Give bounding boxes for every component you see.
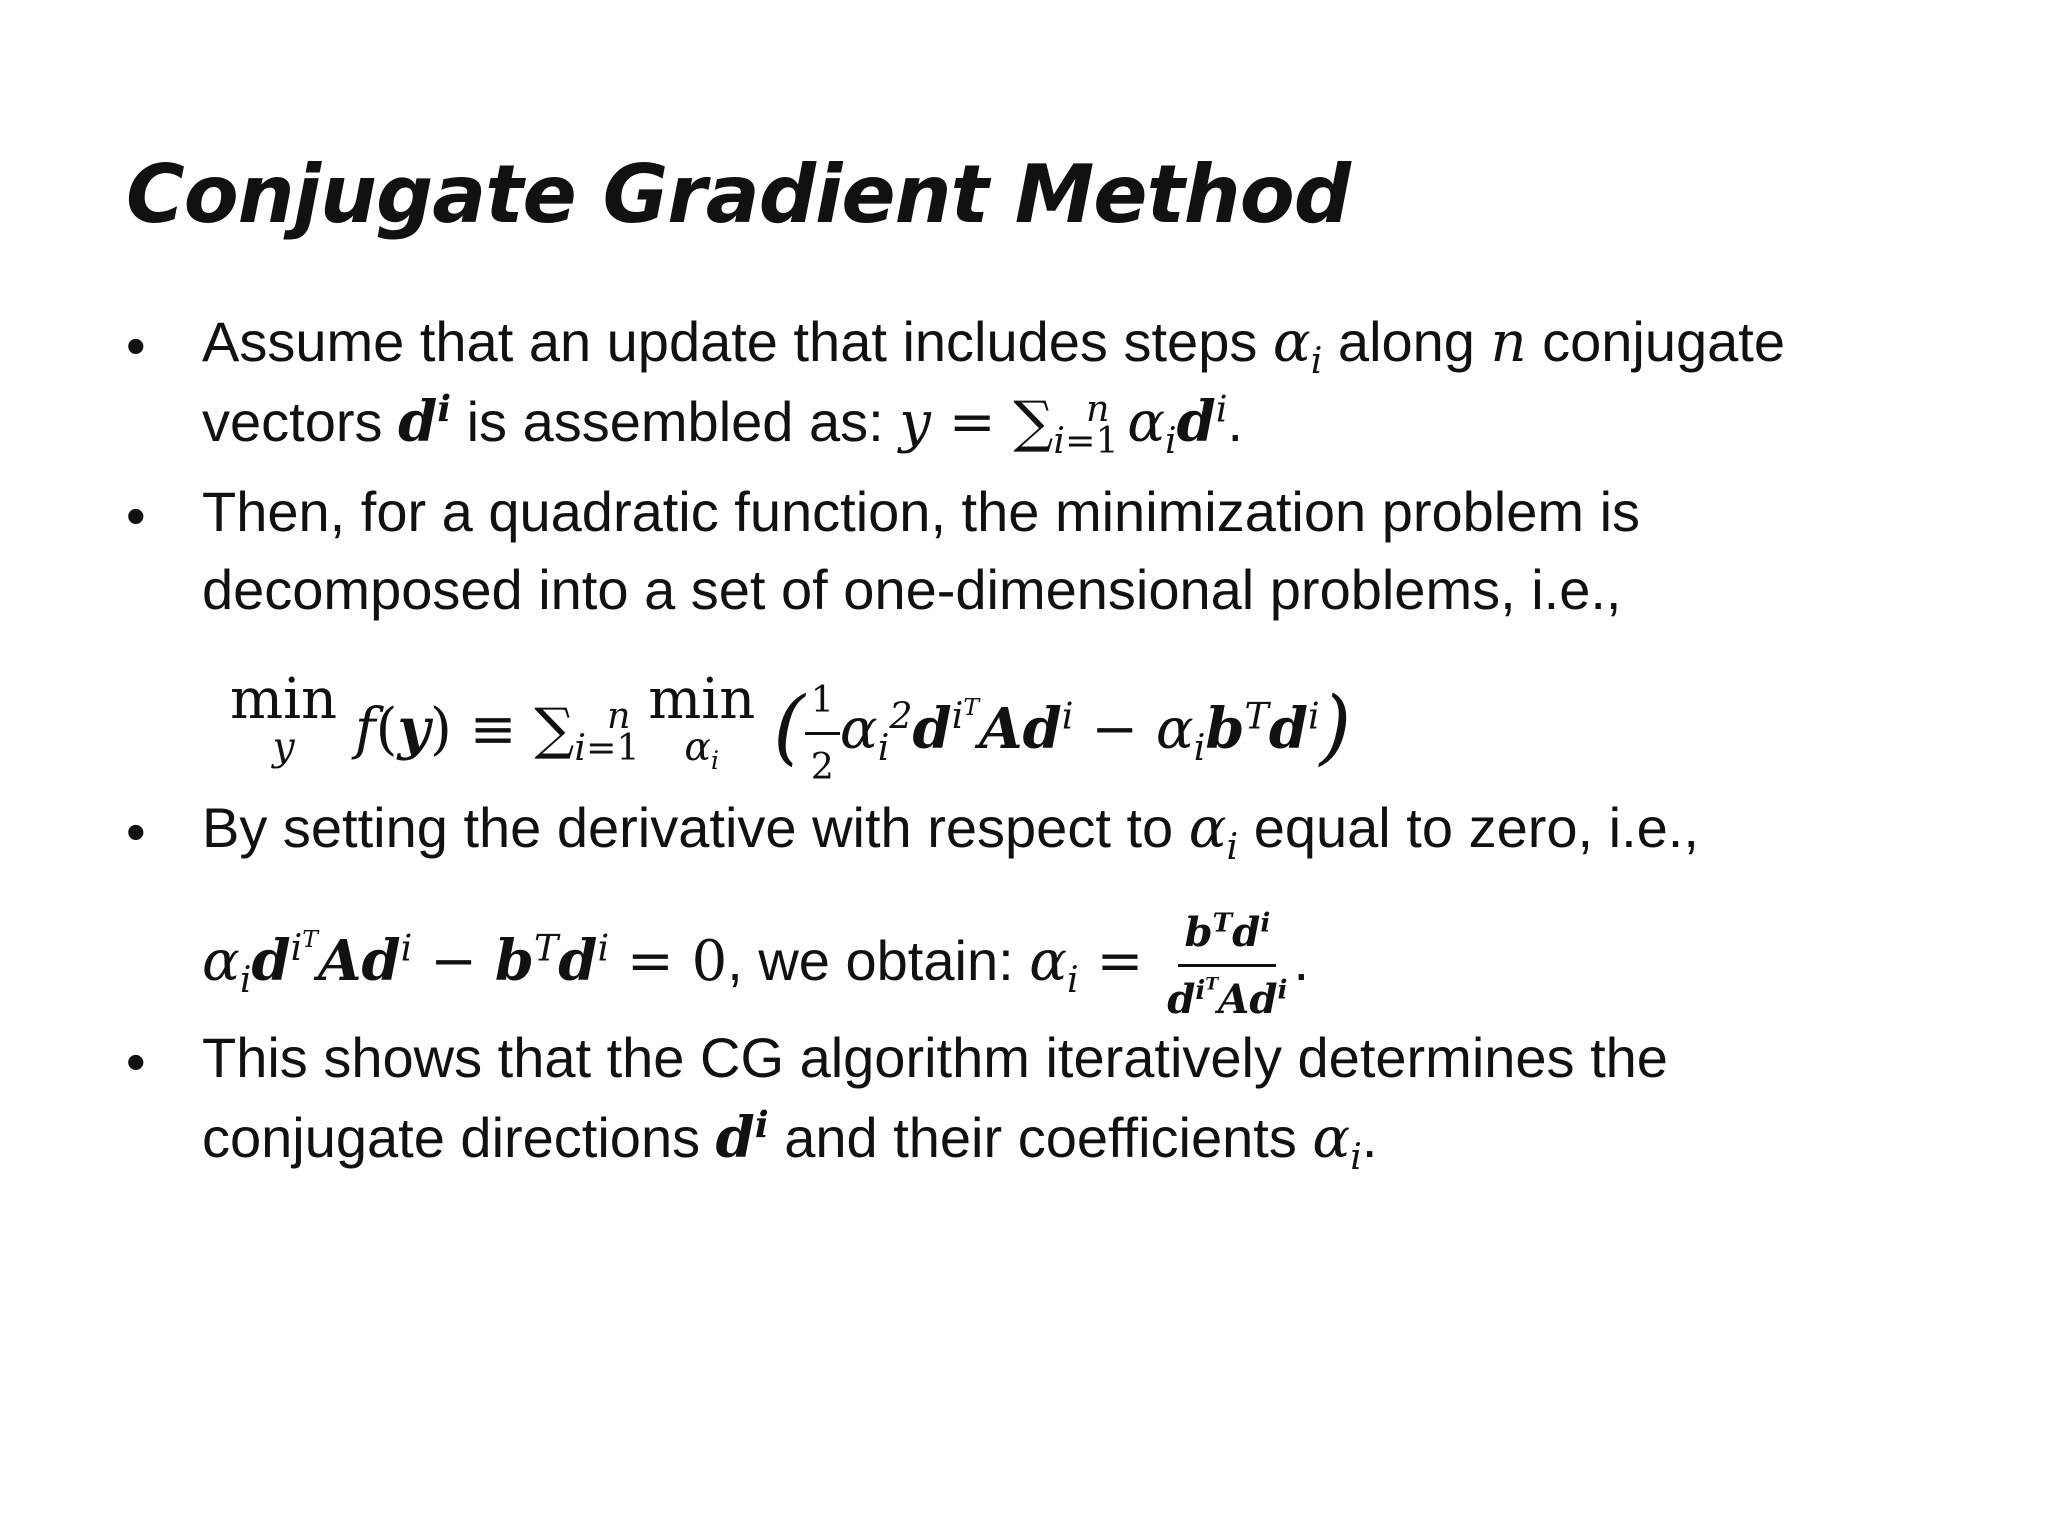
minimization-equation: min y $f(y) \equiv \sum_{i=1}^n$ min $\alpha_i$ ( $\frac{1}{2}$ $\alpha_i^2d^{i^T}Ad^i - \alpha_ib^Td^i$) <box>230 667 1352 788</box>
alpha-solution: $\alpha_i$ = $\frac{b^Td^i}{d^{i^T}Ad^i}$ <box>1029 929 1293 994</box>
bullet-3: • <box>126 800 146 863</box>
bullet-1-line-1: Assume that an update that includes steps $\alpha_i$ along n conjugate <box>202 310 1786 383</box>
slide-title: Conjugate Gradient Method <box>126 148 1350 241</box>
bullet-2-line-1: Then, for a quadratic function, the minimization problem is <box>202 480 1641 543</box>
alpha-i-math: $\alpha_i$ <box>1272 310 1323 383</box>
bullet-4: • <box>126 1030 146 1093</box>
derivative-equation: $\alpha_id^{i^T}Ad^i - b^Td^i = 0$ <box>202 925 728 1002</box>
n-math: n <box>1490 310 1527 375</box>
d-i-math: $d^i$ <box>398 387 452 455</box>
bullet-3-line-1: By setting the derivative with respect to $\alpha_i$ equal to zero, i.e., <box>202 796 1699 869</box>
bullet-4-line-2: conjugate directions $d^i$ and their coefficients $\alpha_i$. <box>202 1103 1378 1179</box>
bullet-2-line-2: decomposed into a set of one-dimensional problems, i.e., <box>202 558 1622 621</box>
bullet-3-line-2: $\alpha_id^{i^T}Ad^i - b^Td^i = 0$, we obtain: $\alpha_i$ = $\frac{b^Td^i}{d^{i^T}Ad^i}$ . <box>202 900 1309 1031</box>
bullet-2: • <box>126 484 146 547</box>
bullet-1: • <box>126 314 146 377</box>
y-sum-equation: $y = \sum_{i=1}^n$ $\alpha_id^i$ <box>899 387 1228 463</box>
bullet-1-line-2: vectors $d^i$ is assembled as: $y = \sum_{i=1}^n$ $\alpha_id^i$. <box>202 387 1244 463</box>
bullet-4-line-1: This shows that the CG algorithm iteratively determines the <box>202 1026 1668 1089</box>
